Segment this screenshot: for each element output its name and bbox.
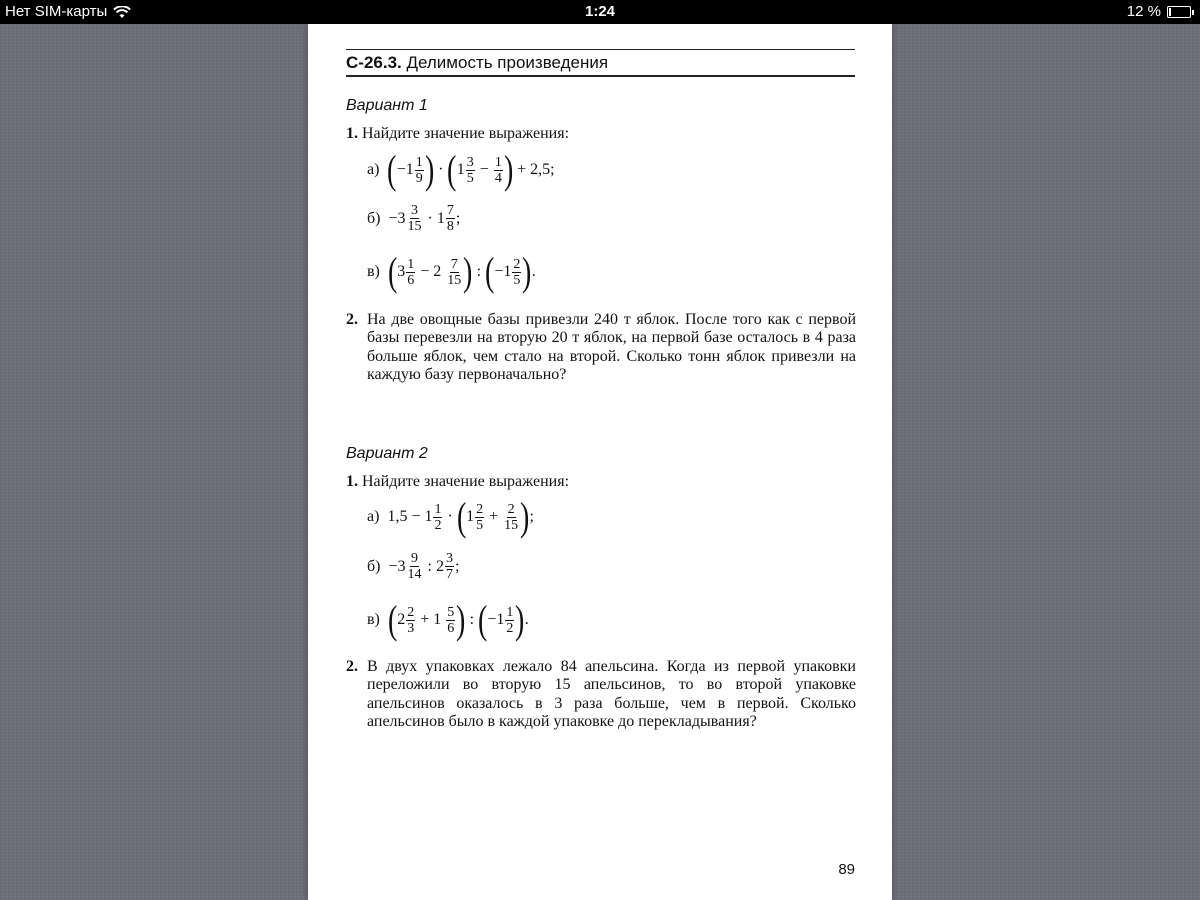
- v2-expr-a: [367, 494, 534, 539]
- v2-expr-b: [367, 551, 459, 582]
- fraction: [503, 502, 519, 533]
- paren-close: ): [520, 494, 530, 539]
- v1-task1-number: 1.: [346, 125, 358, 142]
- v2-task1-heading: [346, 473, 569, 491]
- denominator: 8: [446, 219, 454, 234]
- expr-tail: + 2,5;: [517, 161, 555, 178]
- numerator: 5: [447, 604, 455, 620]
- v2-task2-text: В двух упаковках лежало 84 апельсина. Когда из первой упаковки переложили во вторую 15 апельсинов, то во второй упаковке апельсинов оказалось в 3 раза больше, чем в первой. Сколько апельсинов было в каждой упаковке до перекладывания?: [367, 658, 856, 731]
- battery-icon: [1167, 6, 1191, 18]
- whole-part: −3: [388, 209, 406, 227]
- whole-part: −3: [388, 557, 406, 575]
- fraction: [445, 551, 454, 582]
- battery-tip: [1192, 10, 1194, 15]
- fraction: [433, 502, 442, 533]
- expr-tail: ;: [455, 209, 461, 227]
- v2-expr-c: [367, 597, 529, 642]
- fraction: [415, 155, 424, 186]
- whole-part: 2: [435, 557, 444, 575]
- whole-part: −1: [494, 263, 512, 280]
- battery-status: [1127, 0, 1194, 24]
- v2-task2: [346, 658, 856, 732]
- operator: + 1: [420, 611, 442, 628]
- fraction: [407, 551, 423, 582]
- paren-open: (: [456, 494, 467, 539]
- paren-open: (: [387, 249, 398, 294]
- section-title: [346, 53, 608, 73]
- paren-close: ): [515, 597, 525, 642]
- v1-task1-heading: [346, 125, 569, 143]
- numerator: 2: [407, 604, 415, 620]
- denominator: 15: [407, 219, 422, 234]
- fraction: [466, 155, 475, 186]
- denominator: 7: [445, 567, 453, 582]
- whole-part: 2: [397, 611, 406, 628]
- status-bar: [0, 0, 1200, 24]
- numerator: 2: [476, 501, 484, 517]
- whole-part: 3: [397, 263, 406, 280]
- operator: :: [469, 611, 475, 628]
- denominator: 2: [434, 517, 442, 533]
- whole-part: 1: [456, 161, 465, 178]
- denominator: 3: [407, 620, 415, 636]
- paren-close: ): [503, 147, 514, 192]
- fraction: [475, 502, 484, 533]
- numerator: 3: [445, 551, 453, 566]
- fraction: [406, 257, 415, 288]
- paren-open: (: [478, 597, 488, 642]
- numerator: 7: [450, 256, 458, 272]
- denominator: 2: [506, 620, 514, 636]
- paren-close: ): [456, 597, 466, 642]
- v1-expr-b: [367, 203, 460, 234]
- whole-part: −1: [396, 161, 414, 178]
- expr-label: б): [367, 209, 381, 227]
- variant-1-title: Вариант 1: [346, 97, 428, 114]
- book-page[interactable]: [308, 24, 892, 900]
- fraction: [446, 203, 455, 234]
- paren-close: ): [522, 249, 532, 294]
- denominator: 15: [504, 517, 519, 533]
- numerator: 7: [446, 203, 454, 218]
- operator: +: [489, 508, 499, 525]
- numerator: 3: [466, 154, 474, 170]
- header-rule-top: [346, 49, 855, 50]
- whole-part: 1: [436, 209, 445, 227]
- denominator: 5: [513, 272, 521, 288]
- fraction: [406, 605, 415, 636]
- whole-part: 1: [466, 508, 475, 525]
- carrier-label: Нет SIM-карты: [5, 3, 108, 20]
- v1-task2-text: На две овощные базы привезли 240 т яблок. После того как с первой базы перевезли на вторую 20 т яблок, на первой базе осталось в 4 раза больше яблок, чем стало на второй. Сколько тонн яблок привезли на каждую базу первоначально?: [367, 311, 856, 384]
- operator: −: [479, 161, 489, 178]
- numerator: 2: [507, 501, 515, 517]
- expr-label: а): [367, 161, 380, 178]
- operator: :: [476, 263, 482, 280]
- fraction: [407, 203, 423, 234]
- numerator: 1: [506, 604, 514, 620]
- clock: 1:24: [584, 3, 616, 20]
- expr-lead: 1,5 − 1: [387, 508, 433, 525]
- numerator: 1: [415, 154, 423, 170]
- numerator: 3: [411, 203, 418, 218]
- expr-label: а): [367, 508, 380, 525]
- battery-fill: [1169, 8, 1171, 16]
- denominator: 9: [415, 170, 423, 186]
- expr-tail: ;: [454, 557, 460, 575]
- expr-tail: .: [524, 611, 529, 628]
- v1-expr-a: [367, 147, 559, 192]
- paren-close: ): [424, 147, 435, 192]
- section-code: С-26.3.: [346, 53, 402, 72]
- fraction: [512, 257, 521, 288]
- v1-expr-c: [367, 249, 536, 294]
- denominator: 6: [447, 620, 455, 636]
- operator: ·: [438, 161, 444, 178]
- v1-task2: [346, 311, 856, 385]
- paren-open: (: [485, 249, 495, 294]
- v1-task2-number: 2.: [346, 311, 358, 328]
- expr-label: в): [367, 263, 380, 280]
- denominator: 15: [447, 272, 462, 288]
- numerator: 9: [411, 551, 418, 566]
- variant-2-title: Вариант 2: [346, 445, 428, 462]
- fraction: [446, 257, 462, 288]
- numerator: 2: [513, 256, 521, 272]
- expr-tail: ;: [529, 508, 534, 525]
- v1-task1-title: Найдите значение выражения:: [362, 125, 570, 142]
- expr-label: в): [367, 611, 380, 628]
- paren-open: (: [387, 597, 398, 642]
- numerator: 1: [494, 154, 502, 170]
- operator: ·: [447, 508, 453, 525]
- fraction: [494, 155, 503, 186]
- denominator: 14: [407, 567, 422, 582]
- paren-open: (: [387, 147, 397, 192]
- numerator: 1: [434, 501, 442, 517]
- paren-close: ): [463, 249, 473, 294]
- v2-task1-number: 1.: [346, 473, 358, 490]
- page-number: 89: [838, 861, 855, 878]
- paren-open: (: [447, 147, 457, 192]
- section-name: Делимость произведения: [406, 53, 609, 72]
- header-rule-bottom: [346, 75, 855, 77]
- denominator: 4: [494, 170, 502, 186]
- operator: ·: [427, 209, 433, 227]
- v2-task1-title: Найдите значение выражения:: [362, 473, 570, 490]
- expr-tail: .: [531, 263, 536, 280]
- expr-label: б): [367, 557, 381, 575]
- battery-percent: 12 %: [1126, 3, 1161, 20]
- operator: − 2: [420, 263, 442, 280]
- fraction: [505, 605, 514, 636]
- denominator: 6: [407, 272, 415, 288]
- numerator: 1: [407, 256, 415, 272]
- denominator: 5: [466, 170, 474, 186]
- whole-part: −1: [487, 611, 505, 628]
- fraction: [446, 605, 455, 636]
- denominator: 5: [476, 517, 484, 533]
- operator: :: [427, 557, 432, 575]
- v2-task2-number: 2.: [346, 658, 358, 675]
